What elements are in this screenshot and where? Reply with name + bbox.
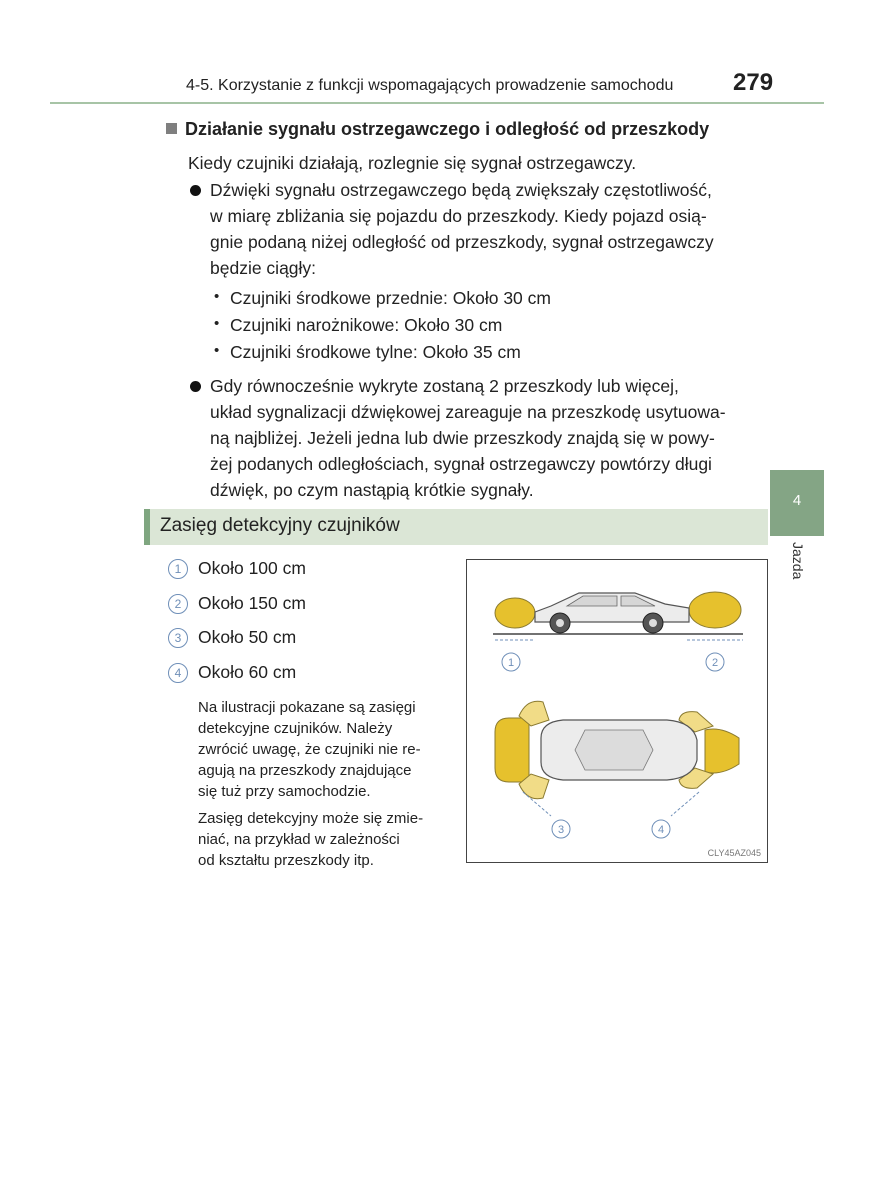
figure-marker-label: 2 [711, 657, 719, 669]
bullet2-paragraph [210, 373, 773, 503]
small-bullet-icon: • [214, 288, 220, 305]
note-line: Na ilustracji pokazane są zasięgi [198, 699, 416, 716]
chapter-label: Jazda [790, 542, 806, 580]
intro-text: Kiedy czujniki działają, rozlegnie się sygnał ostrzegawczy. [188, 153, 637, 173]
distance-item: Czujniki środkowe tylne: Około 35 cm [230, 342, 521, 362]
bullet1-line: Dźwięki sygnału ostrzegawczego będą zwiększały częstotliwość, [210, 180, 712, 200]
sensor-diagram [467, 560, 767, 862]
bullet1-line: będzie ciągły: [210, 258, 317, 278]
sensor-range-figure [466, 559, 768, 863]
range-text: Około 50 cm [198, 627, 297, 647]
rear-sensor-zone [689, 592, 741, 628]
figure-marker-label: 3 [557, 824, 565, 836]
page-header [50, 69, 824, 104]
range-item-1 [168, 558, 306, 579]
note-paragraph-1 [198, 697, 454, 802]
side-view [493, 592, 743, 671]
note-line: agują na przeszkody znajdujące [198, 762, 412, 779]
range-text: Około 60 cm [198, 662, 297, 682]
range-4-line [671, 792, 699, 816]
marker-1-icon: 1 [168, 559, 188, 579]
header-title: 4-5. Korzystanie z funkcji wspomagających prowadzenie samochodu [186, 77, 674, 94]
note-line: niać, na przykład w zależności [198, 831, 400, 848]
section-title: Zasięg detekcyjny czujników [160, 515, 400, 536]
rear-center-zone [705, 729, 739, 773]
range-text: Około 100 cm [198, 558, 306, 578]
note-line: się tuż przy samochodzie. [198, 783, 371, 800]
section-heading [144, 509, 768, 545]
distance-item: Czujniki narożnikowe: Około 30 cm [230, 315, 503, 335]
bullet2-line: układ sygnalizacji dźwiękowej zareaguje na przeszkodę usytuowa- [210, 402, 726, 422]
range-item-2 [168, 593, 306, 614]
small-bullet-icon: • [214, 342, 220, 359]
small-bullet-icon: • [214, 315, 220, 332]
subsection-title: Działanie sygnału ostrzegawczego i odległość od przeszkody [185, 119, 710, 139]
figure-marker-label: 1 [507, 657, 515, 669]
note-paragraph-2 [198, 808, 454, 871]
marker-2-icon: 2 [168, 594, 188, 614]
subsection-heading [166, 119, 709, 140]
chapter-tab[interactable] [770, 470, 824, 536]
chapter-number: 4 [792, 492, 802, 509]
top-view [495, 701, 739, 838]
car-roof [575, 730, 653, 770]
bullet-dot-icon [190, 185, 201, 196]
range-item-3 [168, 627, 296, 648]
note-line: Zasięg detekcyjny może się zmie- [198, 810, 424, 827]
figure-code: CLY45AZ045 [707, 848, 761, 858]
note-line: detekcyjne czujników. Należy [198, 720, 393, 737]
bullet1-line: w miarę zbliżania się pojazdu do przeszkody. Kiedy pojazd osią- [210, 206, 707, 226]
range-text: Około 150 cm [198, 593, 306, 613]
square-bullet-icon [166, 123, 177, 134]
marker-3-icon: 3 [168, 628, 188, 648]
note-line: od kształtu przeszkody itp. [198, 852, 374, 869]
range-item-4 [168, 662, 296, 683]
bullet2-line: dźwięk, po czym nastąpią krótkie sygnały. [210, 480, 534, 500]
bullet2-line: Gdy równocześnie wykryte zostaną 2 przeszkody lub więcej, [210, 376, 679, 396]
marker-4-icon: 4 [168, 663, 188, 683]
bullet2-line: żej podanych odległościach, sygnał ostrzegawczy powtórzy długi [210, 454, 712, 474]
front-center-zone [495, 718, 529, 782]
bullet-dot-icon [190, 381, 201, 392]
bullet2-line: ną najbliżej. Jeżeli jedna lub dwie przeszkody znajdą się w powy- [210, 428, 715, 448]
front-sensor-zone [495, 598, 535, 628]
page-number: 279 [733, 69, 774, 96]
bullet1-line: gnie podaną niżej odległość od przeszkody, sygnał ostrzegawczy [210, 232, 714, 252]
distance-item: Czujniki środkowe przednie: Około 30 cm [230, 288, 551, 308]
figure-marker-label: 4 [657, 824, 665, 836]
note-line: zwrócić uwagę, że czujniki nie re- [198, 741, 421, 758]
bullet1-paragraph [210, 177, 773, 281]
